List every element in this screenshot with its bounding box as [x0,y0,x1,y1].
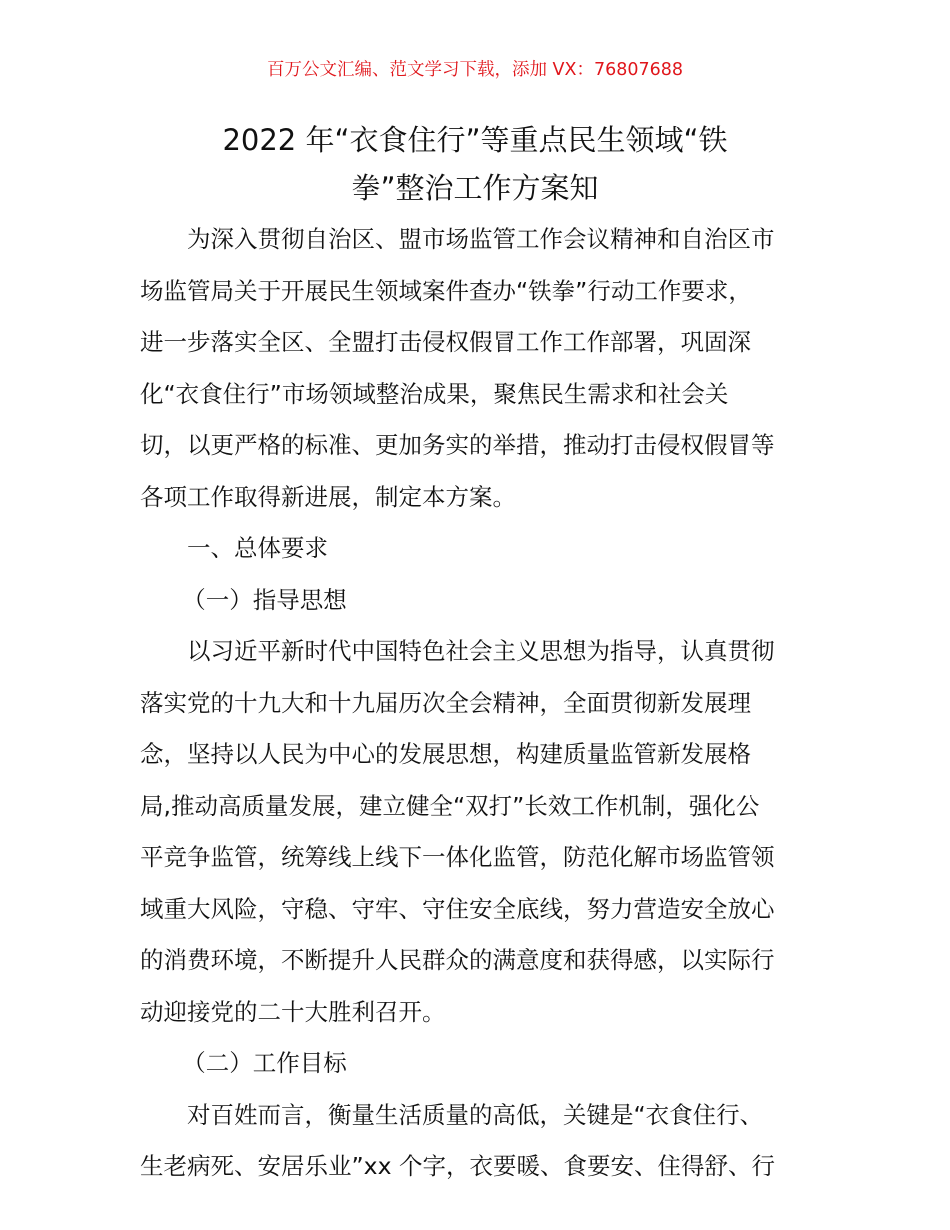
intro-paragraph [140,214,812,523]
text-line: 化“衣食住行”市场领域整治成果，聚焦民生需求和社会关 [140,379,729,408]
title-line-2: 拳”整治工作方案知 [351,171,599,205]
text-line: 的消费环境，不断提升人民群众的满意度和获得感，以实际行 [140,946,775,974]
subsection-heading-guiding-ideology: （一）指导思想 [182,585,347,614]
text-line: 域重大风险，守稳、守牢、守住安全底线，努力营造安全放心 [140,894,775,923]
text-line: 各项工作取得新进展，制定本方案。 [140,482,516,511]
text-line: 为深入贯彻自治区、盟市场监管工作会议精神和自治区市 [187,225,775,253]
text-line: 切，以更严格的标准、更加务实的举措，推动打击侵权假冒等 [140,431,775,459]
watermark-banner: 百万公文汇编、范文学习下载，添加 VX：76807688 [266,60,684,80]
text-line: 动迎接党的二十大胜利召开。 [140,997,446,1026]
text-line: 念，坚持以人民为中心的发展思想，构建质量监管新发展格 [140,740,751,768]
text-line: 对百姓而言，衡量生活质量的高低，关键是“衣食住行、 [187,1100,764,1129]
text-line: 以习近平新时代中国特色社会主义思想为指导，认真贯彻 [187,637,775,665]
text-line: 进一步落实全区、全盟打击侵权假冒工作工作部署，巩固深 [140,328,751,356]
work-goals-paragraph [140,1090,812,1193]
text-line: 平竞争监管，统筹线上线下一体化监管，防范化解市场监管领 [140,843,775,871]
document-title [140,116,810,212]
text-line: 场监管局关于开展民生领域案件查办“铁拳”行动工作要求， [140,276,752,305]
title-line-1: 2022 年“衣食住行”等重点民生领域“铁 [222,123,728,157]
text-line: 生老病死、安居乐业”xx 个字，衣要暖、食要安、住得舒、行 [140,1152,775,1180]
text-line: 落实党的十九大和十九届历次全会精神，全面贯彻新发展理 [140,688,751,717]
text-line: 局,推动高质量发展，建立健全“双打”长效工作机制，强化公 [140,791,760,820]
subsection-heading-work-goals: （二）工作目标 [182,1049,347,1077]
document-body [140,214,812,1193]
guiding-ideology-paragraph [140,626,812,1038]
section-heading-general-requirements: 一、总体要求 [187,534,328,562]
